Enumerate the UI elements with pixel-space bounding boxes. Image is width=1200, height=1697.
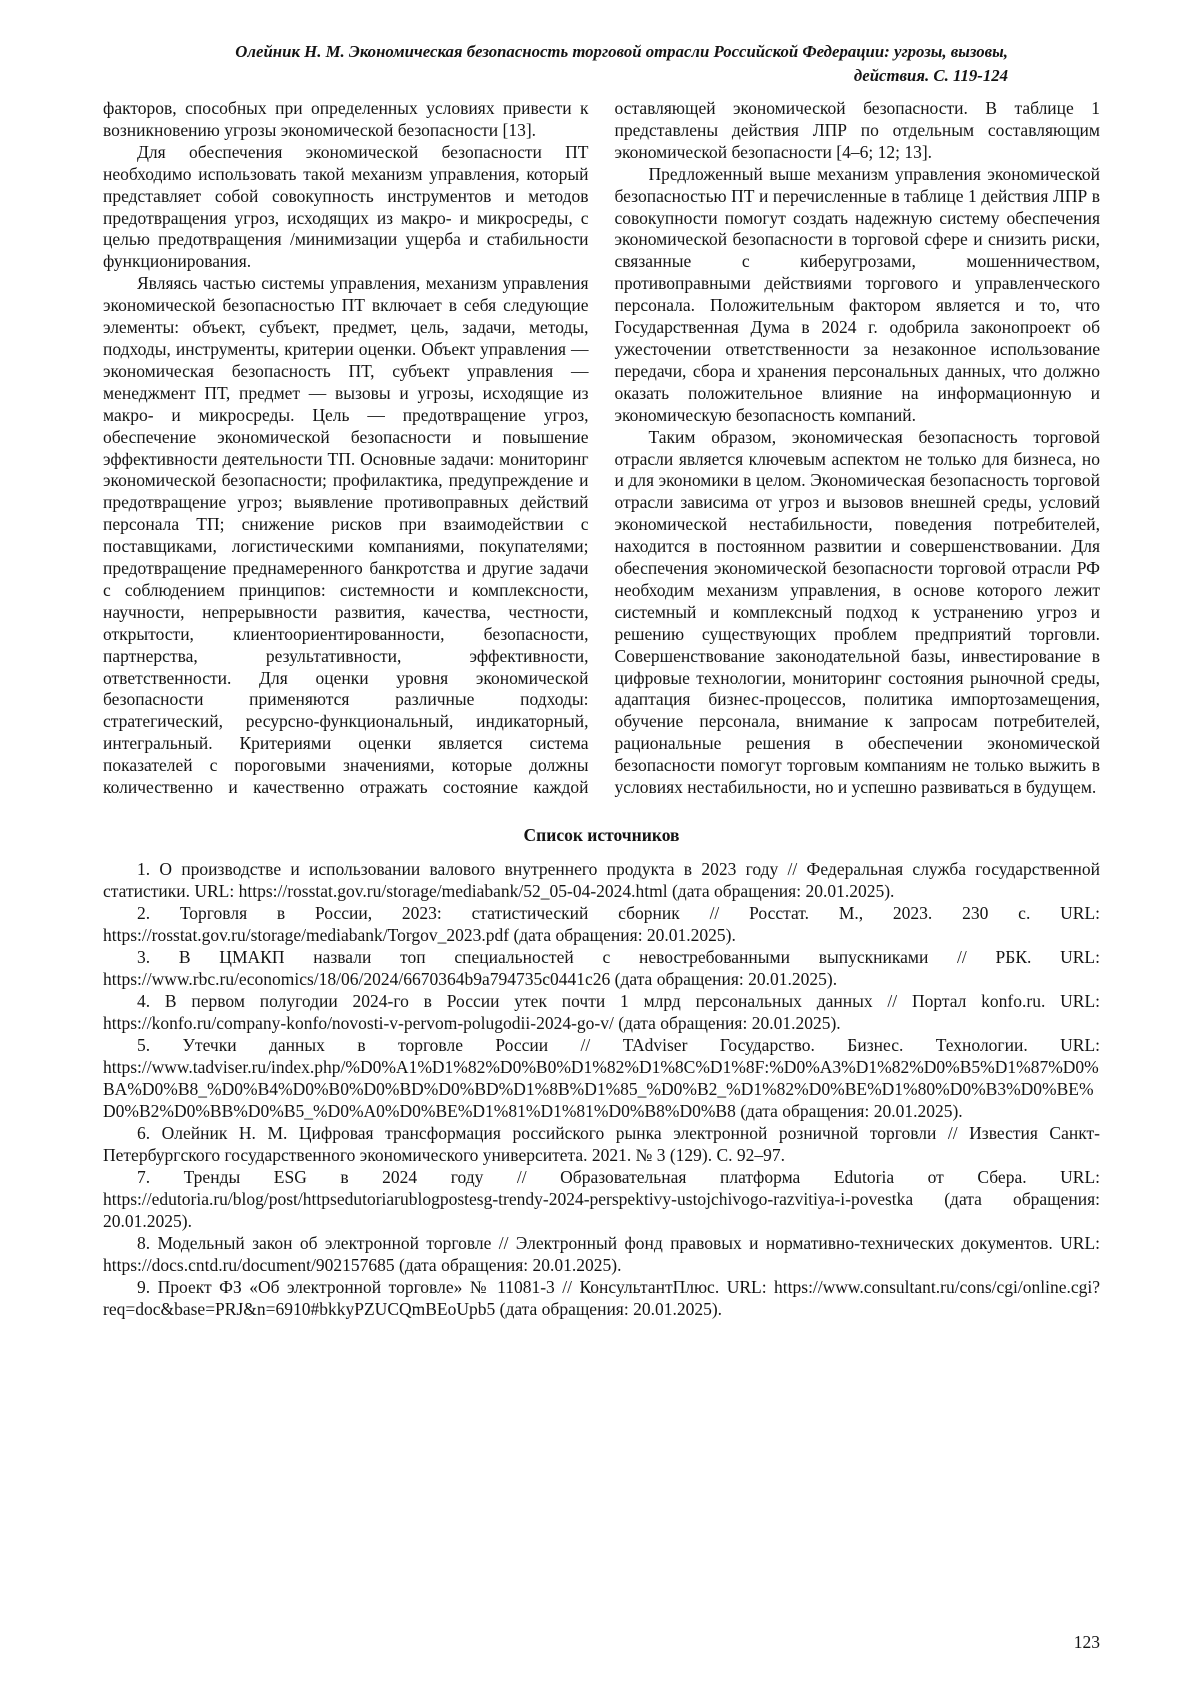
reference-item: 8. Модельный закон об электронной торговле // Электронный фонд правовых и нормативно-технических документов. URL: https://docs.cntd.ru/document/902157685 (дата обращения: 20.01.2025). bbox=[103, 1233, 1100, 1275]
body-paragraph: Являясь частью системы управления, механизм управления экономической безопасностью ПТ включает в себя следующие элементы: объект, субъект, предмет, цель, задачи, методы, подходы, инструменты, критерии оценки. Объект управления — экономическая безопасность ПТ, субъект управления — менеджмент ПТ, предмет — вызовы и угрозы, исходящие из макро- и микросреды. Цель — предотвращение угроз, обеспечение экономической безопасности и повышение эффективности деятельности ТП. Основные задачи: мониторинг экономической безопасности; профилактика, предупреждение и предотвращение угроз; выявление противоправных действий персонала ТП; снижение рисков при взаимодействии с поставщиками, логистическими компаниями, покупателями; предотвращение преднамеренного банкротства и другие задачи с соблюдением принципов: системности и комплексности, научности, непрерывности развития, качества, честности, открытости, клиентоориентированности, безопасности, партнерства, результативности, эффективности, ответственности. Для оценки уровня экономической безопасности применяются различные подходы: стратегический, ресурсно-функциональный, индикаторный, интегральный. Критериями оценки является система показателей с пороговыми значениями, которые должны количественно и качественно отражать состояние каждой оставляющей экономической безопасности. В таблице 1 представлены действия ЛПР по отдельным составляющим экономической безопасности [4–6; 12; 13]. bbox=[103, 98, 1100, 798]
reference-item: 4. В первом полугодии 2024-го в России утек почти 1 млрд персональных данных // Портал konfo.ru. URL: https://konfo.ru/company-konfo/novosti-v-pervom-polugodii-2024-go-v/ (дата обращения: 20.01.2025). bbox=[103, 991, 1100, 1033]
reference-item: 5. Утечки данных в торговле России // TAdviser Государство. Бизнес. Технологии. URL: https://www.tadviser.ru/index.php/%D0%A1%D1%82%D0%B0%D1%82%D1%8C%D1%8F:%D0%A3%D1%82%D0%B5%D1%87%D0%BA%D0%B8_%D0%B4%D0%B0%D0%BD%D0%BD%D1%8B%D1%85_%D0%B2_%D1%82%D0%BE%D1%80%D0%B3%D0%BE%D0%B2%D0%BB%D0%B5_%D0%A0%D0%BE%D1%81%D1%81%D0%B8%D0%B8 (дата обращения: 20.01.2025). bbox=[103, 1035, 1100, 1121]
reference-item: 1. О производстве и использовании валового внутреннего продукта в 2023 году // Федеральная служба государственной статистики. URL: https://rosstat.gov.ru/storage/mediabank/52_05-04-2024.html (дата обращения: 20.01.2025). bbox=[103, 859, 1100, 901]
reference-item: 6. Олейник Н. М. Цифровая трансформация российского рынка электронной розничной торговли // Известия Санкт-Петербургского государственного экономического университета. 2021. № 3 (129). С. 92–97. bbox=[103, 1123, 1100, 1165]
running-head-line2: действия. С. 119-124 bbox=[853, 66, 1008, 86]
body-paragraph: Таким образом, экономическая безопасность торговой отрасли является ключевым аспектом не только для бизнеса, но и для экономики в целом. Экономическая безопасность торговой отрасли зависима от угроз и вызовов внешней среды, условий экономической нестабильности, поведения потребителей, находится в постоянном развитии и совершенствовании. Для обеспечения экономической безопасности торговой отрасли РФ необходим механизм управления, в основе которого лежит системный и комплексный подход к устранению угроз и решению существующих проблем предприятий торговли. Совершенствование законодательной базы, инвестирование в цифровые технологии, мониторинг состояния рыночной среды, адаптация бизнес-процессов, политика импортозамещения, обучение персонала, внимание к запросам потребителей, рациональные решения в обеспечении экономической безопасности помогут торговым компаниям не только выжить в условиях нестабильности, но и успешно развиваться в будущем. bbox=[614, 426, 1100, 798]
body-paragraph: Предложенный выше механизм управления экономической безопасностью ПТ и перечисленные в таблице 1 действия ЛПР в совокупности помогут создать надежную систему обеспечения экономической безопасности в торговой сфере и снизить риски, связанные с киберугрозами, мошенничеством, противоправными действиями торгового и управленческого персонала. Положительным фактором является и то, что Государственная Дума в 2024 г. одобрила законопроект об ужесточении ответственности за незаконное использование передачи, сбора и хранения персональных данных, что должно оказать положительное влияние на информационную и экономическую безопасность компаний. bbox=[614, 163, 1100, 425]
reference-item: 7. Тренды ESG в 2024 году // Образовательная платформа Edutoria от Сбера. URL: https://edutoria.ru/blog/post/httpsedutoriarublogpostesg-trendy-2024-perspektivy-ustojchivogo-razvitiya-i-povestka (дата обращения: 20.01.2025). bbox=[103, 1167, 1100, 1231]
running-head-line1: Олейник Н. М. Экономическая безопасность торговой отрасли Российской Федерации: угрозы, вызовы, bbox=[235, 42, 1008, 61]
references-heading: Список источников bbox=[523, 825, 680, 845]
page-number: 123 bbox=[1073, 1632, 1100, 1652]
reference-item: 3. В ЦМАКП назвали топ специальностей с невостребованными выпускниками // РБК. URL: https://www.rbc.ru/economics/18/06/2024/6670364b9a794735c0441c26 (дата обращения: 20.01.2025). bbox=[103, 947, 1100, 989]
reference-item: 2. Торговля в России, 2023: статистический сборник // Росстат. М., 2023. 230 с. URL: https://rosstat.gov.ru/storage/mediabank/Torgov_2023.pdf (дата обращения: 20.01.2025). bbox=[103, 903, 1100, 945]
article-content bbox=[103, 98, 1100, 1320]
body-paragraph: Для обеспечения экономической безопасности ПТ необходимо использовать такой механизм управления, который представляет собой совокупность инструментов и методов предотвращения угроз, исходящих из макро- и микросреды, с целью предотвращения /минимизации ущерба и стабильности функционирования. bbox=[103, 141, 589, 272]
reference-item: 9. Проект ФЗ «Об электронной торговле» № 11081-3 // КонсультантПлюс. URL: https://www.consultant.ru/cons/cgi/online.cgi?req=doc&base=PRJ&n=6910#bkkyPZUCQmBEoUpb5 (дата обращения: 20.01.2025). bbox=[103, 1277, 1100, 1319]
two-column-body bbox=[103, 98, 1100, 799]
running-head bbox=[103, 40, 1008, 89]
body-paragraph: факторов, способных при определенных условиях привести к возникновению угрозы экономической безопасности [13]. bbox=[103, 98, 589, 140]
references-list bbox=[103, 858, 1100, 1320]
